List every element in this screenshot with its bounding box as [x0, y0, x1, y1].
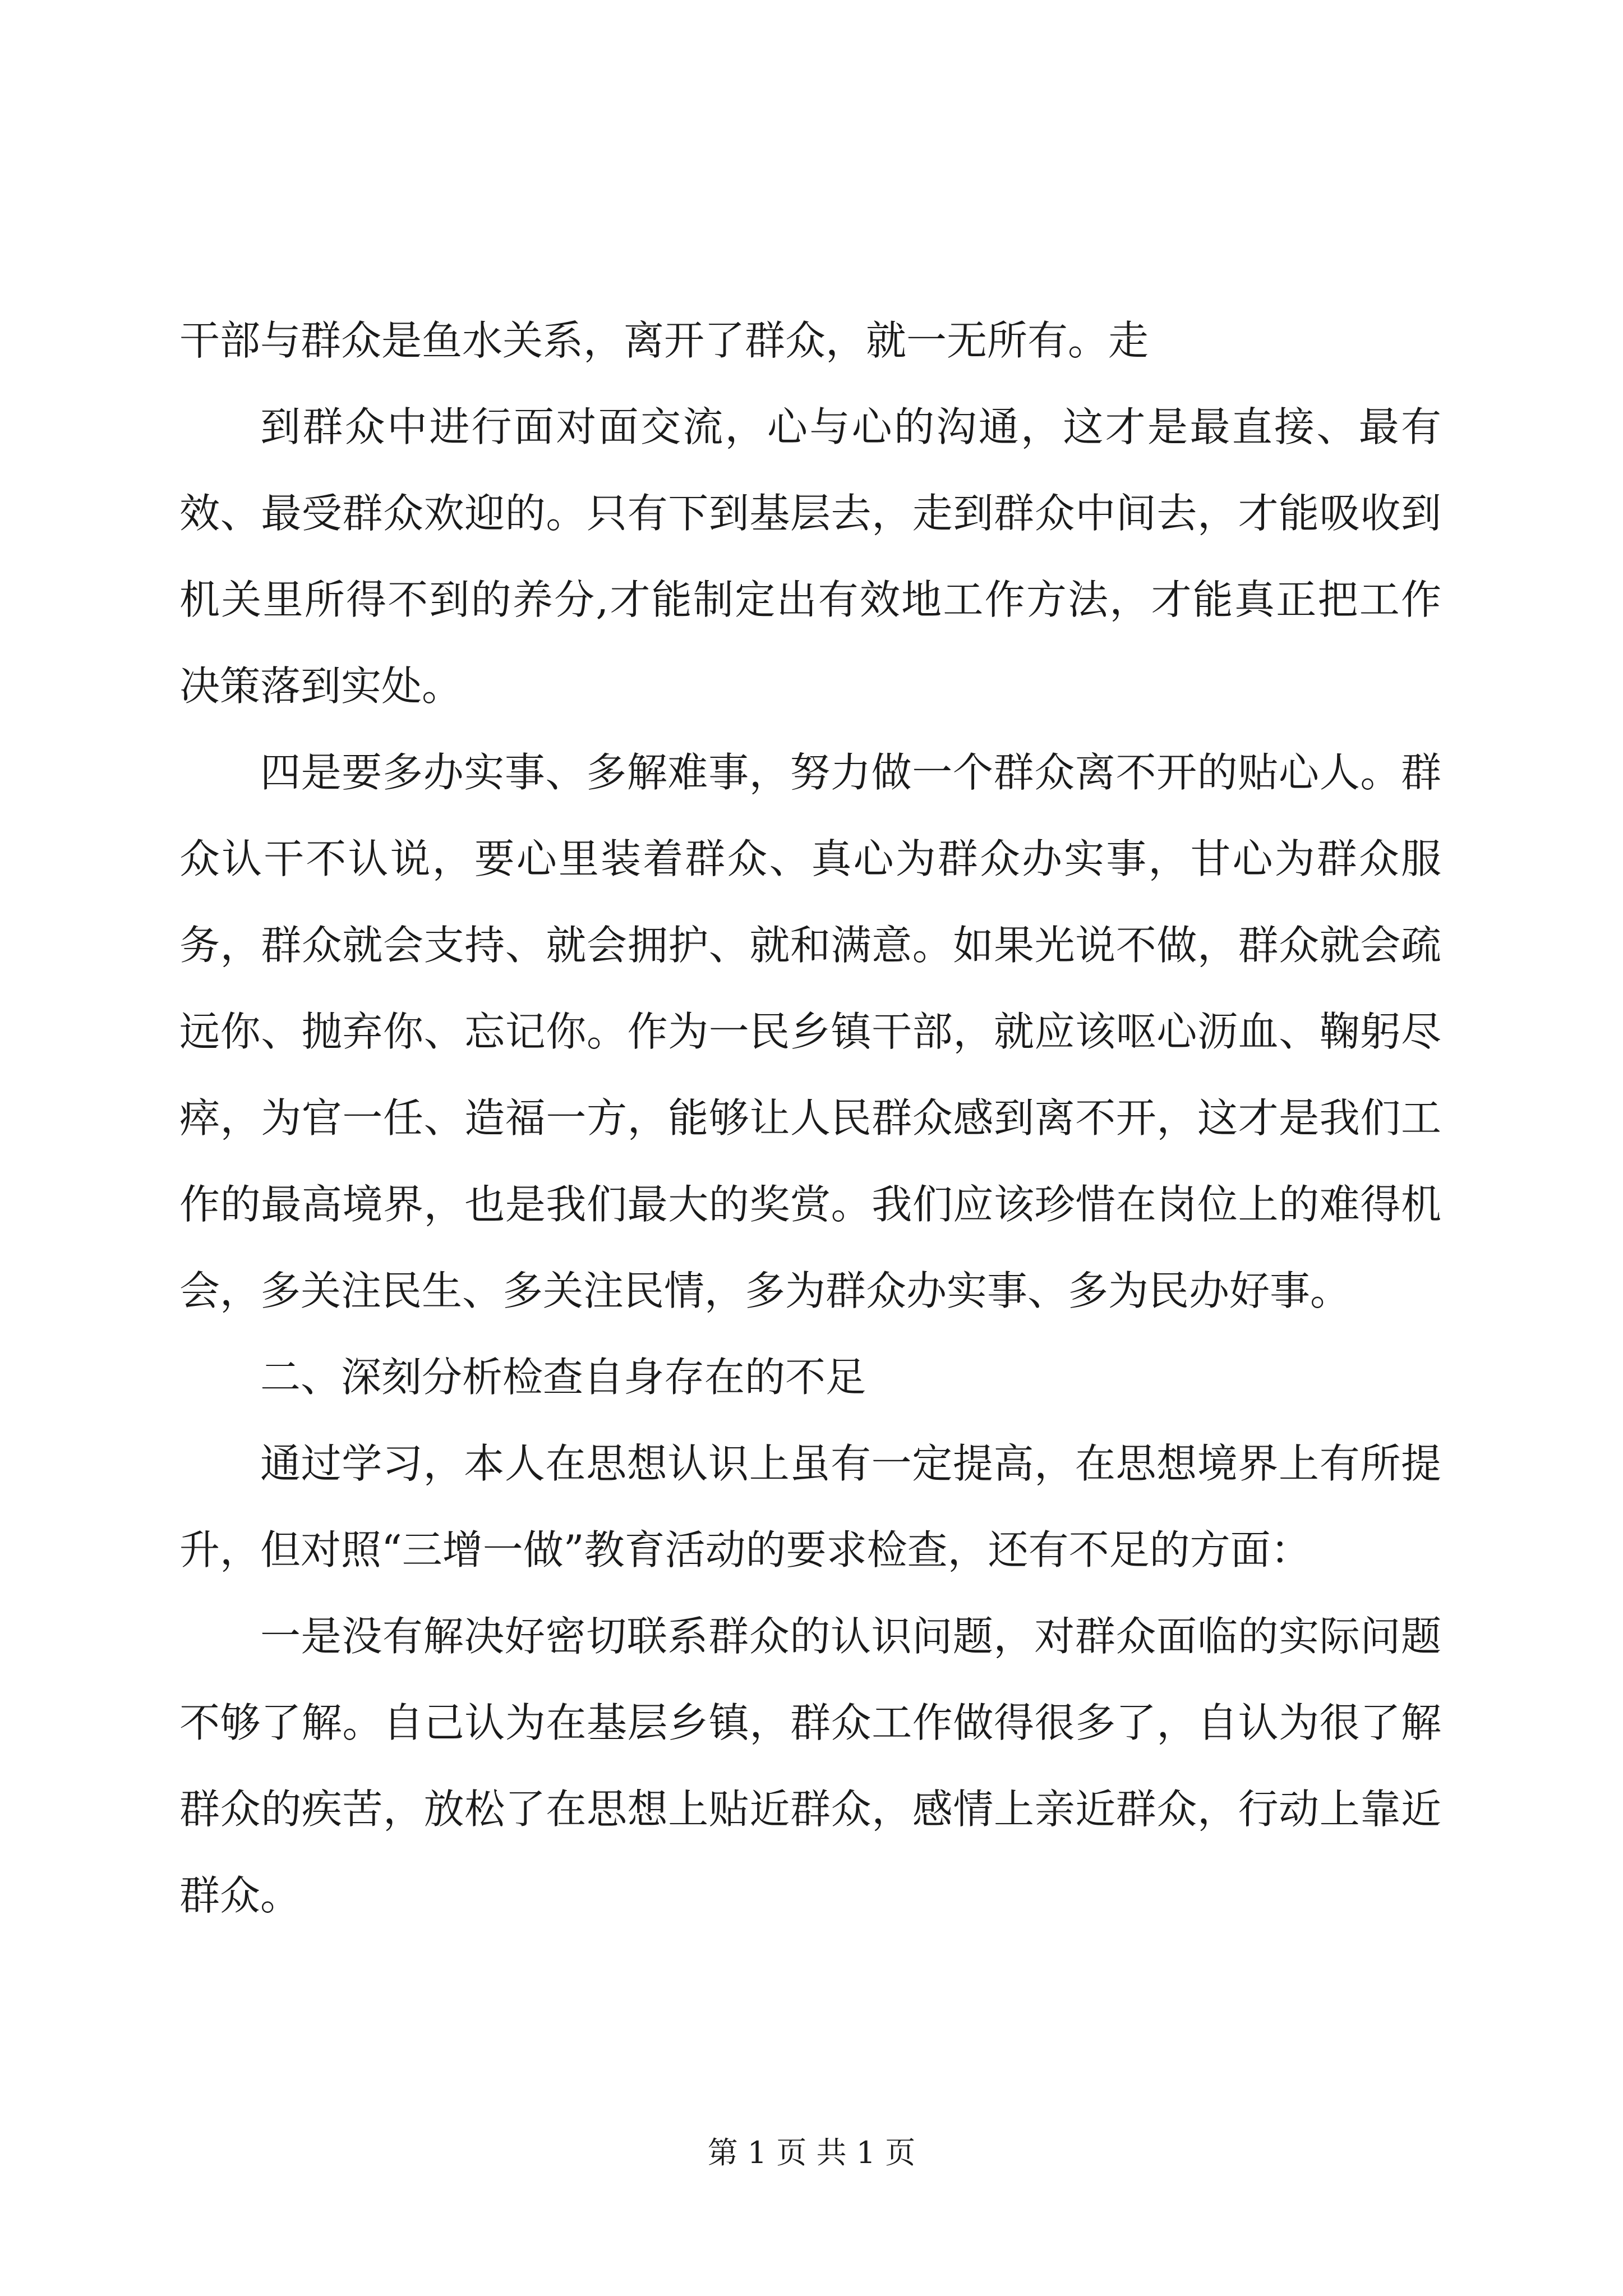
paragraph-4: 通过学习，本人在思想认识上虽有一定提高，在思想境界上有所提升，但对照“三增一做”教育活动的要求检查，还有不足的方面： — [179, 1440, 1441, 1573]
section-heading: 二、深刻分析检查自身存在的不足 — [260, 1354, 866, 1401]
paragraph-3: 四是要多办实事、多解难事，努力做一个群众离不开的贴心人。群众认干不认说，要心里装着群众、真心为群众办实事，甘心为群众服务，群众就会支持、就会拥护、就和满意。如果光说不做，群众就会疏远你、抛弃你、忘记你。作为一民乡镇干部，就应该呕心沥血、鞠躬尽瘁，为官一任、造福一方，能够让人民群众感到离不开，这才是我们工作的最高境界，也是我们最大的奖赏。我们应该珍惜在岗位上的难得机会，多关注民生、多关注民情，多为群众办实事、多为民办好事。 — [179, 749, 1441, 1314]
paragraph-2: 到群众中进行面对面交流，心与心的沟通，这才是最直接、最有效、最受群众欢迎的。只有下到基层去，走到群众中间去，才能吸收到机关里所得不到的养分,才能制定出有效地工作方法，才能真正把工作决策落到实处。 — [179, 403, 1441, 710]
document-body — [179, 297, 1441, 1939]
paragraph-1: 干部与群众是鱼水关系，离开了群众，就一无所有。走 — [179, 317, 1149, 364]
page-footer: 第 1 页 共 1 页 — [707, 2135, 916, 2170]
paragraph-5: 一是没有解决好密切联系群众的认识问题，对群众面临的实际问题不够了解。自己认为在基层乡镇，群众工作做得很多了，自认为很了解群众的疾苦，放松了在思想上贴近群众，感情上亲近群众，行动上靠近群众。 — [179, 1613, 1441, 1919]
